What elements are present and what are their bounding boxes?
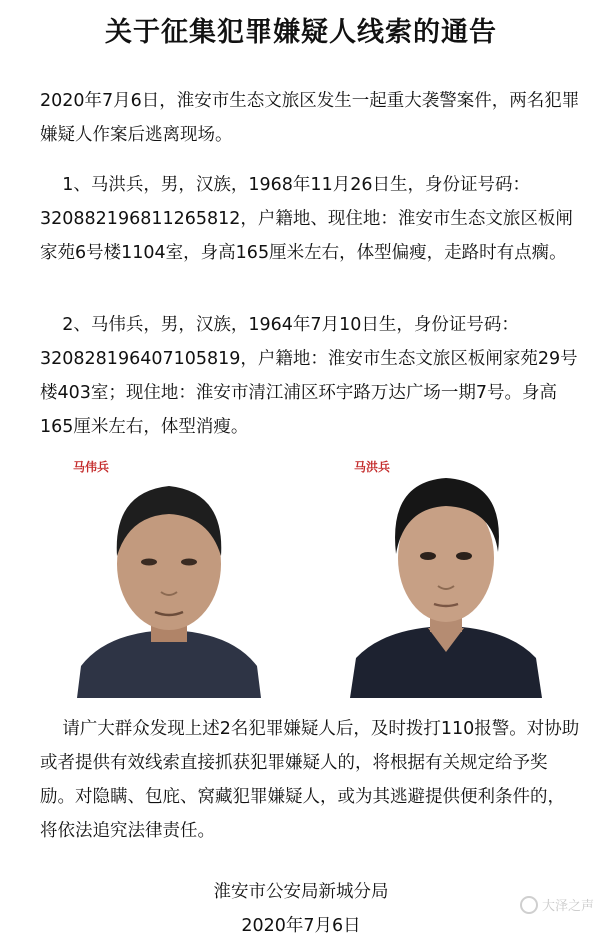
issue-date: 2020年7月6日 — [241, 916, 361, 936]
suspect-2-paragraph: 2、马伟兵，男，汉族，1964年7月10日生，身份证号码：320828196407105819，户籍地：淮安市生态文旅区板闸家苑29号楼403室；现住地：淮安市清江浦区环宇路万达广场一期7号。身高165厘米左右，体型消瘦。 — [40, 315, 578, 437]
photo-label: 马洪兵 — [354, 460, 391, 474]
watermark-text: 大泽之声 — [541, 899, 594, 914]
watermark — [520, 895, 594, 914]
suspect-1-paragraph: 1、马洪兵，男，汉族，1968年11月26日生，身份证号码：320882196811265812，户籍地、现住地：淮安市生态文旅区板闸家苑6号楼1104室，身高165厘米左右，体型偏瘦，走路时有点瘸。 — [40, 175, 573, 263]
photo-suspect-ma-weibing — [67, 452, 270, 698]
photo-suspect-ma-hongbing — [344, 452, 547, 698]
issuing-authority: 淮安市公安局新城分局 — [213, 882, 389, 902]
notice-title: 关于征集犯罪嫌疑人线索的通告 — [105, 17, 497, 48]
wechat-logo-icon — [520, 896, 538, 914]
intro-paragraph: 2020年7月6日，淮安市生态文旅区发生一起重大袭警案件，两名犯罪嫌疑人作案后逃离现场。 — [40, 91, 580, 145]
photo-label: 马伟兵 — [73, 460, 110, 474]
portrait-image — [344, 452, 547, 698]
portrait-image — [67, 452, 270, 698]
closing-paragraph: 请广大群众发现上述2名犯罪嫌疑人后，及时拨打110报警。对协助或者提供有效线索直接抓获犯罪嫌疑人的，将根据有关规定给予奖励。对隐瞒、包庇、窝藏犯罪嫌疑人，或为其逃避提供便利条件的，将依法追究法律责任。 — [40, 719, 580, 841]
